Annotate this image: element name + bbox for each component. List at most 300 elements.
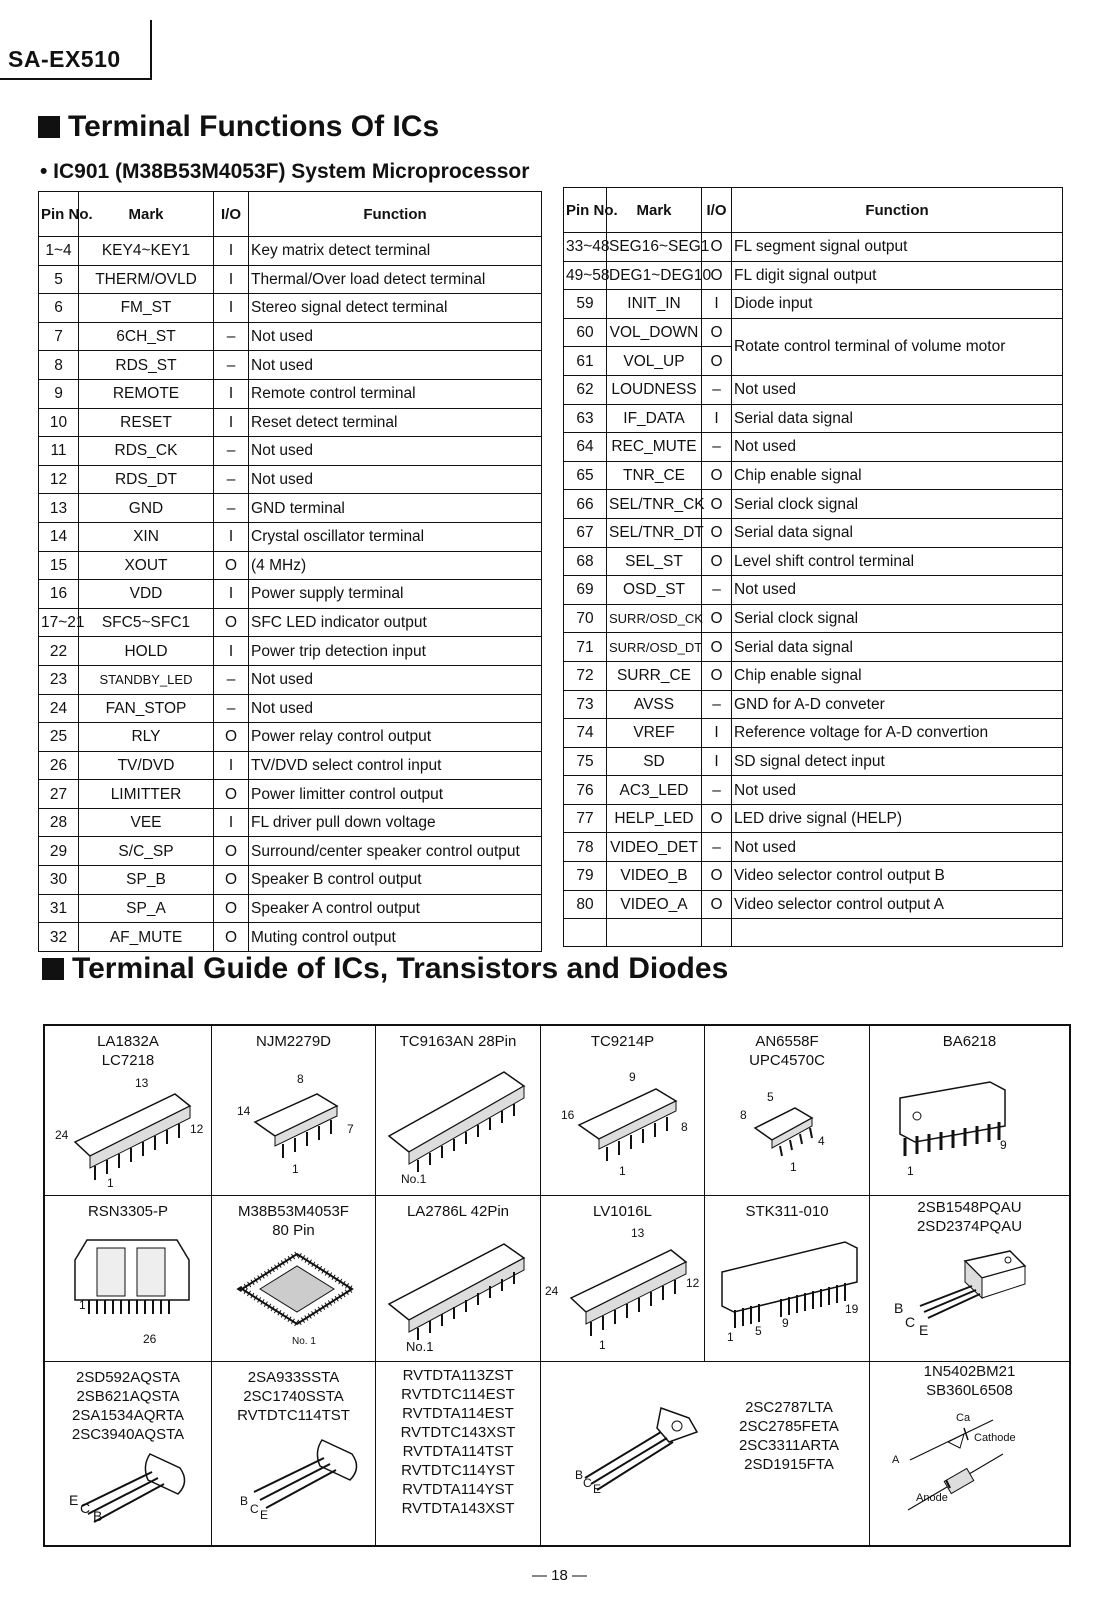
- pin-row: [39, 437, 542, 466]
- pin-label: 1: [790, 1160, 797, 1174]
- pin-io: O: [214, 837, 249, 866]
- pin-number: 31: [39, 894, 79, 923]
- guide-cell-2sd592: [45, 1362, 212, 1545]
- part-name: LA2786L 42Pin: [406, 1203, 510, 1220]
- pin-mark: FAN_STOP: [79, 694, 214, 723]
- pin-number: 27: [39, 780, 79, 809]
- pin-label: 12: [686, 1276, 700, 1290]
- pin-mark: AVSS: [607, 690, 702, 719]
- pin-row: [39, 580, 542, 609]
- pin-function: Not used: [732, 375, 1063, 404]
- page-number: — 18 —: [531, 1567, 588, 1584]
- pin-function: Rotate control terminal of volume motor: [732, 318, 1063, 375]
- pin-label: 14: [237, 1104, 251, 1118]
- pin-function: GND for A-D conveter: [732, 690, 1063, 719]
- pin-label: 7: [347, 1122, 354, 1136]
- pin-function: Level shift control terminal: [732, 547, 1063, 576]
- square-bullet-icon: [42, 958, 64, 980]
- terminal-guide-grid: [43, 1024, 1071, 1547]
- pin-mark: SEL/TNR_DT: [607, 518, 702, 547]
- pin-row: [564, 290, 1063, 319]
- pin-row: [39, 694, 542, 723]
- pin-row: [39, 837, 542, 866]
- pin-io: I: [214, 522, 249, 551]
- pin-mark: RLY: [79, 723, 214, 752]
- pin-mark: SD: [607, 747, 702, 776]
- pin-io: –: [702, 833, 732, 862]
- dip-ic-icon: [571, 1081, 691, 1166]
- part-name: 2SC1740SSTA: [243, 1388, 344, 1405]
- pin-function: Power supply terminal: [249, 580, 542, 609]
- section-title-terminal-guide: Terminal Guide of ICs, Transistors and Diodes: [42, 952, 728, 986]
- pin-mark: SURR/OSD_DT: [607, 633, 702, 662]
- pin-row: [564, 747, 1063, 776]
- pin-number: 32: [39, 923, 79, 952]
- pin-label: No.1: [406, 1339, 434, 1354]
- terminal-label: Ca: [956, 1412, 971, 1424]
- terminal-label: B: [93, 1508, 103, 1524]
- pin-function: FL digit signal output: [732, 261, 1063, 290]
- pin-row-empty: [564, 919, 1063, 947]
- part-name: 2SD2374PQAU: [916, 1218, 1023, 1235]
- pin-mark: VOL_DOWN: [607, 318, 702, 347]
- part-name: 2SC2787LTA: [745, 1399, 833, 1416]
- pin-function: TV/DVD select control input: [249, 751, 542, 780]
- pin-io: O: [702, 461, 732, 490]
- pin-mark: KEY4~KEY1: [79, 237, 214, 266]
- pin-row: [564, 261, 1063, 290]
- pin-function: (4 MHz): [249, 551, 542, 580]
- part-name: BA6218: [942, 1033, 997, 1050]
- terminal-label: C: [583, 1476, 592, 1490]
- pin-number: 11: [39, 437, 79, 466]
- pin-function: Serial clock signal: [732, 490, 1063, 519]
- pin-number: 67: [564, 518, 607, 547]
- part-name: SB360L6508: [926, 1382, 1013, 1399]
- terminal-label: C: [250, 1502, 259, 1516]
- pin-mark: SEG16~SEG1: [607, 233, 702, 262]
- pin-row: [39, 637, 542, 666]
- pin-mark: VOL_UP: [607, 347, 702, 376]
- pin-mark: INIT_IN: [607, 290, 702, 319]
- pin-row: [39, 665, 542, 694]
- pin-io: I: [702, 719, 732, 748]
- part-name: RVTDTC114YST: [401, 1462, 515, 1479]
- pin-io: –: [214, 665, 249, 694]
- pin-row: [39, 494, 542, 523]
- pin-function: SFC LED indicator output: [249, 608, 542, 637]
- part-name: RVTDTA114YST: [402, 1481, 514, 1498]
- pin-io: –: [214, 694, 249, 723]
- pin-mark: LIMITTER: [79, 780, 214, 809]
- pin-row: [564, 719, 1063, 748]
- pin-function: Not used: [249, 465, 542, 494]
- header-rule-vertical: [150, 20, 152, 78]
- pin-number: 26: [39, 751, 79, 780]
- pin-function: Not used: [249, 694, 542, 723]
- dip-ic-icon: [561, 1240, 696, 1340]
- pin-row: [564, 661, 1063, 690]
- pin-row: [564, 890, 1063, 919]
- pin-mark: HELP_LED: [607, 804, 702, 833]
- pin-function: Muting control output: [249, 923, 542, 952]
- pin-number: 66: [564, 490, 607, 519]
- pin-function: Not used: [249, 322, 542, 351]
- pin-function: Crystal oscillator terminal: [249, 522, 542, 551]
- pin-number: 7: [39, 322, 79, 351]
- pin-number: 33~48: [564, 233, 607, 262]
- pin-io: O: [214, 608, 249, 637]
- dip-ic-icon: [65, 1084, 200, 1184]
- pin-io: I: [214, 265, 249, 294]
- pin-mark: DEG1~DEG10: [607, 261, 702, 290]
- pin-mark: HOLD: [79, 637, 214, 666]
- pin-number: 23: [39, 665, 79, 694]
- pin-row: [564, 490, 1063, 519]
- pin-function: GND terminal: [249, 494, 542, 523]
- pin-label: 5: [767, 1090, 774, 1104]
- pin-mark: RESET: [79, 408, 214, 437]
- pin-function: Not used: [732, 433, 1063, 462]
- pin-row: [564, 318, 1063, 347]
- pin-label: 8: [740, 1108, 747, 1122]
- mini-transistor-icon: [571, 1398, 711, 1498]
- terminal-label: E: [69, 1492, 79, 1508]
- part-name: RVTDTA113ZST: [402, 1367, 514, 1384]
- pin-mark: RDS_CK: [79, 437, 214, 466]
- pin-mark: XIN: [79, 522, 214, 551]
- part-name: 2SB1548PQAU: [917, 1199, 1022, 1216]
- pin-function: Speaker B control output: [249, 866, 542, 895]
- sip-ic-icon: [895, 1076, 1015, 1176]
- pin-io: I: [214, 408, 249, 437]
- pin-mark: REC_MUTE: [607, 433, 702, 462]
- pin-number: 78: [564, 833, 607, 862]
- pin-io: –: [214, 322, 249, 351]
- pin-io: O: [702, 661, 732, 690]
- pin-io: O: [214, 551, 249, 580]
- pin-number: 22: [39, 637, 79, 666]
- part-name: 2SB621AQSTA: [76, 1388, 180, 1405]
- dip-ic-icon: [384, 1064, 534, 1174]
- guide-cell-tc9214p: [541, 1026, 705, 1196]
- pin-io: –: [702, 375, 732, 404]
- header-pin: Pin No.: [39, 192, 79, 237]
- pin-function: Power relay control output: [249, 723, 542, 752]
- pin-mark: RDS_ST: [79, 351, 214, 380]
- pin-mark: SURR_CE: [607, 661, 702, 690]
- header-mark: Mark: [79, 192, 214, 237]
- part-name: 2SA1534AQRTA: [71, 1407, 184, 1424]
- empty-cell: [702, 919, 732, 947]
- pin-label: 13: [135, 1076, 149, 1090]
- pin-io: I: [214, 580, 249, 609]
- pin-label: No.1: [401, 1172, 427, 1186]
- pin-io: O: [702, 604, 732, 633]
- pin-mark: XOUT: [79, 551, 214, 580]
- terminal-label: E: [593, 1482, 602, 1496]
- guide-cell-njm2279d: [212, 1026, 376, 1196]
- guide-cell-tc9163an: [376, 1026, 541, 1196]
- pin-io: I: [214, 751, 249, 780]
- pin-number: 8: [39, 351, 79, 380]
- pin-number: 77: [564, 804, 607, 833]
- guide-cell-an6558f: [705, 1026, 870, 1196]
- pin-number: 49~58: [564, 261, 607, 290]
- part-name: 2SD1915FTA: [744, 1456, 834, 1473]
- pin-label: 1: [292, 1162, 299, 1176]
- terminal-label: B: [894, 1300, 904, 1316]
- pin-label: 1: [907, 1164, 914, 1178]
- part-name: 80 Pin: [272, 1222, 315, 1239]
- pin-io: O: [702, 261, 732, 290]
- pin-mark: VDD: [79, 580, 214, 609]
- pin-number: 74: [564, 719, 607, 748]
- pin-row: [564, 833, 1063, 862]
- part-name: 2SA933SSTA: [247, 1369, 340, 1386]
- pin-label: 1: [727, 1330, 734, 1344]
- pin-function: Speaker A control output: [249, 894, 542, 923]
- terminal-label: E: [919, 1322, 929, 1338]
- pin-number: 71: [564, 633, 607, 662]
- pin-row: [39, 465, 542, 494]
- pin-io: O: [214, 894, 249, 923]
- pin-io: –: [702, 433, 732, 462]
- guide-cell-m38b53: [212, 1196, 376, 1362]
- pin-mark: IF_DATA: [607, 404, 702, 433]
- pin-label: 9: [629, 1070, 636, 1084]
- part-name: RVTDTC143XST: [400, 1424, 516, 1441]
- pin-function: Power trip detection input: [249, 637, 542, 666]
- dip-ic-icon: [384, 1236, 534, 1342]
- pin-table-right: [563, 187, 1063, 947]
- pin-number: 5: [39, 265, 79, 294]
- pin-row: [39, 894, 542, 923]
- pin-mark: VIDEO_B: [607, 862, 702, 891]
- section-title-terminal-functions: Terminal Functions Of ICs: [38, 110, 439, 144]
- pin-label: 1: [79, 1298, 86, 1312]
- sop-ic-icon: [750, 1098, 830, 1158]
- part-name: RVTDTC114EST: [401, 1386, 515, 1403]
- guide-cell-2sb1548: [870, 1196, 1069, 1362]
- guide-cell-ba6218: [870, 1026, 1069, 1196]
- guide-cell-la1832a: [45, 1026, 212, 1196]
- part-name: RVTDTA114TST: [402, 1443, 514, 1460]
- pin-number: 63: [564, 404, 607, 433]
- pin-io: O: [702, 347, 732, 376]
- part-name: 2SD592AQSTA: [76, 1369, 180, 1386]
- pin-label: 12: [190, 1122, 204, 1136]
- pin-row: [564, 690, 1063, 719]
- guide-cell-rsn3305: [45, 1196, 212, 1362]
- sip-ic-icon: [717, 1232, 867, 1332]
- pin-row: [39, 751, 542, 780]
- pin-label: 8: [297, 1072, 304, 1086]
- pin-number: 25: [39, 723, 79, 752]
- pin-io: I: [214, 808, 249, 837]
- pin-row: [39, 237, 542, 266]
- pin-mark: GND: [79, 494, 214, 523]
- part-name: UPC4570C: [749, 1052, 825, 1069]
- pin-row: [564, 776, 1063, 805]
- pin-label: 1: [619, 1164, 626, 1178]
- pin-row: [39, 522, 542, 551]
- pin-function: Serial data signal: [732, 633, 1063, 662]
- pin-number: 30: [39, 866, 79, 895]
- pin-label: 1: [107, 1176, 114, 1190]
- pin-mark: SURR/OSD_CK: [607, 604, 702, 633]
- pin-mark: 6CH_ST: [79, 322, 214, 351]
- part-name: AN6558F: [755, 1033, 819, 1050]
- pin-number: 15: [39, 551, 79, 580]
- pin-io: I: [702, 747, 732, 776]
- pin-function: Serial clock signal: [732, 604, 1063, 633]
- pin-function: Serial data signal: [732, 518, 1063, 547]
- pin-label: 16: [561, 1108, 575, 1122]
- square-bullet-icon: [38, 116, 60, 138]
- pin-label: No. 1: [292, 1336, 316, 1347]
- part-name: M38B53M4053F: [238, 1203, 349, 1220]
- pin-io: –: [214, 437, 249, 466]
- pin-function: Video selector control output B: [732, 862, 1063, 891]
- hybrid-ic-icon: [67, 1230, 197, 1340]
- pin-mark: SFC5~SFC1: [79, 608, 214, 637]
- empty-cell: [732, 919, 1063, 947]
- pin-mark: RDS_DT: [79, 465, 214, 494]
- pin-mark: FM_ST: [79, 294, 214, 323]
- pin-function: FL segment signal output: [732, 233, 1063, 262]
- part-name: TC9214P: [590, 1033, 655, 1050]
- pin-number: 80: [564, 890, 607, 919]
- guide-cell-lv1016l: [541, 1196, 705, 1362]
- header-io: I/O: [702, 188, 732, 233]
- pin-function: Reference voltage for A-D convertion: [732, 719, 1063, 748]
- pin-number: 17~21: [39, 608, 79, 637]
- part-name: RVTDTA114EST: [402, 1405, 514, 1422]
- pin-label: 4: [818, 1134, 825, 1148]
- header-function: Function: [249, 192, 542, 237]
- pin-number: 73: [564, 690, 607, 719]
- pin-mark: SP_B: [79, 866, 214, 895]
- pin-io: O: [702, 890, 732, 919]
- header-pin: Pin No.: [564, 188, 607, 233]
- pin-mark: SEL_ST: [607, 547, 702, 576]
- part-name: LV1016L: [593, 1203, 652, 1220]
- pin-io: O: [702, 490, 732, 519]
- pin-function: Not used: [732, 833, 1063, 862]
- pin-number: 13: [39, 494, 79, 523]
- guide-cell-2sc2787: [541, 1362, 870, 1545]
- pin-label: 5: [755, 1324, 762, 1338]
- pin-number: 10: [39, 408, 79, 437]
- pin-function: Video selector control output A: [732, 890, 1063, 919]
- pin-number: 69: [564, 576, 607, 605]
- pin-row: [564, 633, 1063, 662]
- pin-row: [564, 804, 1063, 833]
- pin-function: Not used: [732, 776, 1063, 805]
- pin-function: Chip enable signal: [732, 661, 1063, 690]
- pin-mark: VIDEO_DET: [607, 833, 702, 862]
- pin-row: [39, 780, 542, 809]
- pin-row: [39, 351, 542, 380]
- terminal-label: B: [575, 1468, 584, 1482]
- pin-function: Not used: [249, 351, 542, 380]
- pin-number: 68: [564, 547, 607, 576]
- pin-mark: REMOTE: [79, 379, 214, 408]
- pin-mark: LOUDNESS: [607, 375, 702, 404]
- pin-number: 70: [564, 604, 607, 633]
- to92-transistor-icon: [242, 1428, 372, 1518]
- pin-label: 9: [782, 1316, 789, 1330]
- pin-mark: SP_A: [79, 894, 214, 923]
- guide-cell-2sa933: [212, 1362, 376, 1545]
- pin-row: [39, 808, 542, 837]
- empty-cell: [607, 919, 702, 947]
- pin-number: 24: [39, 694, 79, 723]
- part-name: 2SC3311ARTA: [738, 1437, 840, 1454]
- terminal-label: C: [80, 1500, 91, 1516]
- pin-mark: TNR_CE: [607, 461, 702, 490]
- terminal-label: B: [240, 1494, 249, 1508]
- part-name: RVTDTA143XST: [401, 1500, 515, 1517]
- pin-number: 14: [39, 522, 79, 551]
- pin-row: [39, 723, 542, 752]
- header-io: I/O: [214, 192, 249, 237]
- pin-mark: VEE: [79, 808, 214, 837]
- pin-row: [564, 433, 1063, 462]
- pin-io: I: [214, 637, 249, 666]
- pin-label: 24: [55, 1128, 69, 1142]
- pin-number: 28: [39, 808, 79, 837]
- guide-cell-la2786l: [376, 1196, 541, 1362]
- pin-label: 13: [631, 1226, 645, 1240]
- pin-function: Reset detect terminal: [249, 408, 542, 437]
- model-number: SA-EX510: [8, 46, 121, 72]
- pin-function: Not used: [732, 576, 1063, 605]
- pin-io: –: [702, 690, 732, 719]
- pin-function: FL driver pull down voltage: [249, 808, 542, 837]
- pin-io: O: [214, 723, 249, 752]
- pin-label: 26: [143, 1332, 157, 1346]
- pin-function: Power limitter control output: [249, 780, 542, 809]
- part-name: STK311-010: [745, 1203, 829, 1220]
- pin-number: 61: [564, 347, 607, 376]
- pin-row: [564, 518, 1063, 547]
- pin-io: O: [702, 518, 732, 547]
- pin-number: 9: [39, 379, 79, 408]
- pin-number: 60: [564, 318, 607, 347]
- pin-label: 24: [545, 1284, 559, 1298]
- terminal-label: C: [905, 1314, 916, 1330]
- pin-row: [39, 265, 542, 294]
- pin-number: 12: [39, 465, 79, 494]
- pin-number: 76: [564, 776, 607, 805]
- part-name: LC7218: [101, 1052, 155, 1069]
- pin-number: 29: [39, 837, 79, 866]
- pin-number: 6: [39, 294, 79, 323]
- pin-number: 75: [564, 747, 607, 776]
- terminal-label: Cathode: [974, 1432, 1016, 1444]
- part-name: RSN3305-P: [87, 1203, 169, 1220]
- to92-transistor-icon: [70, 1442, 200, 1532]
- pin-io: I: [214, 237, 249, 266]
- pin-io: I: [702, 290, 732, 319]
- pin-mark: AC3_LED: [607, 776, 702, 805]
- pin-row: [564, 576, 1063, 605]
- pin-row: [564, 375, 1063, 404]
- pin-mark: S/C_SP: [79, 837, 214, 866]
- pin-number: 79: [564, 862, 607, 891]
